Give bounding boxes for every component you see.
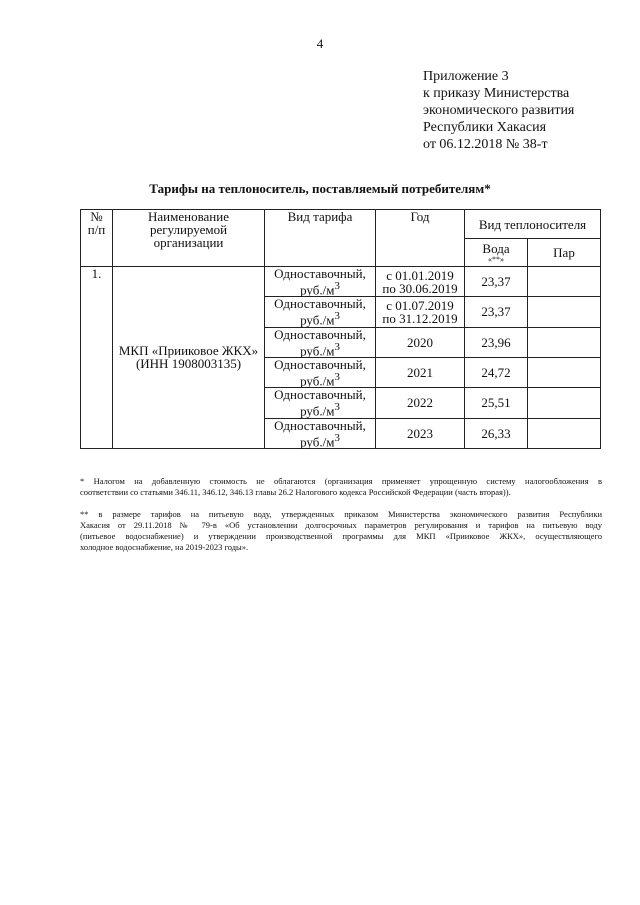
row-number: 1.: [81, 267, 113, 449]
header-year: Год: [376, 210, 465, 267]
steam-value: [528, 388, 601, 418]
header-coolant-type: Вид теплоносителя: [465, 210, 601, 239]
appendix-line: Республики Хакасия: [423, 120, 547, 135]
tariff-type-cell: Одноставочный, $руб./м^3$: [265, 388, 376, 418]
steam-value: [528, 297, 601, 327]
header-number: № п/п: [81, 210, 113, 267]
year-cell: 2022: [376, 388, 465, 418]
document-title: Тарифы на теплоноситель, поставляемый потребителям*: [149, 181, 491, 196]
header-organization: Наименование регулируемой организации: [113, 210, 265, 267]
tariffs-table: [80, 209, 601, 449]
appendix-line: от 06.12.2018 № 38-т: [423, 137, 548, 152]
steam-value: [528, 357, 601, 387]
water-value: 23,37: [465, 297, 528, 327]
steam-value: [528, 327, 601, 357]
header-tariff-type: Вид тарифа: [265, 210, 376, 267]
steam-value: [528, 418, 601, 448]
steam-value: [528, 267, 601, 297]
table-row: [81, 267, 601, 297]
tariff-type-cell: Одноставочный, $руб./м^3$: [265, 418, 376, 448]
water-value: 25,51: [465, 388, 528, 418]
year-cell: с 01.07.2019 по 31.12.2019: [376, 297, 465, 327]
tariff-type-cell: Одноставочный, $руб./м^3$: [265, 327, 376, 357]
footnote-water-tariff: ** в размере тарифов на питьевую воду, утвержденных приказом Министерства экономического развития Республики Хакасия от 29.11.2018 № 79-в «Об установлении долгосрочных параметров регулирования и тарифов на питьевую воду (питьевое водоснабжение) и утверждении производственной программы для МКП «Прииковое ЖКХ», осуществляющего холодное водоснабжение, на 2019-2023 годы».: [80, 509, 602, 552]
tariff-type-cell: Одноставочный, $руб./м^3$: [265, 267, 376, 297]
tariff-type-cell: Одноставочный, $руб./м^3$: [265, 297, 376, 327]
water-value: 23,37: [465, 267, 528, 297]
appendix-line: Приложение 3: [423, 69, 509, 84]
organization-cell: МКП «Прииковое ЖКХ» (ИНН 1908003135): [113, 267, 265, 449]
footnote-vat: * Налогом на добавленную стоимость не облагаются (организация применяет упрощенную систему налогообложения в соответствии со статьями 346.11, 346.12, 346.13 главы 26.2 Налогового кодекса Российской Федерации (часть вторая)).: [80, 476, 602, 497]
header-water: Вода «**»: [465, 239, 528, 267]
tariff-type-cell: Одноставочный, $руб./м^3$: [265, 357, 376, 387]
appendix-line: к приказу Министерства: [423, 86, 570, 101]
header-steam: Пар: [528, 239, 601, 267]
page-number: 4: [316, 36, 324, 51]
water-value: 26,33: [465, 418, 528, 448]
year-cell: 2020: [376, 327, 465, 357]
water-value: 23,96: [465, 327, 528, 357]
appendix-line: экономического развития: [423, 103, 575, 118]
water-value: 24,72: [465, 357, 528, 387]
appendix-header: [423, 68, 574, 153]
year-cell: с 01.01.2019 по 30.06.2019: [376, 267, 465, 297]
year-cell: 2021: [376, 357, 465, 387]
year-cell: 2023: [376, 418, 465, 448]
